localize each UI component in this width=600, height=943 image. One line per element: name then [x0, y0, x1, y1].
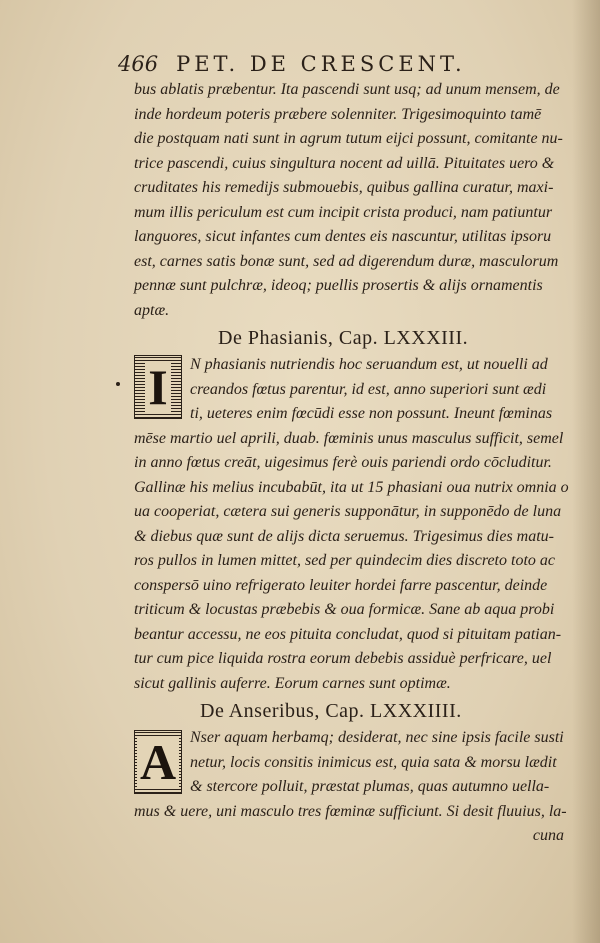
text-line: Nser aquam herbamq; desiderat, nec sine ipsis facile susti [190, 729, 564, 746]
text-line: inde hordeum poteris præbere solenniter. Trigesimoquinto tamē [134, 105, 542, 123]
text-line: & stercore polluit, præstat plumas, quas autumno uella- [190, 778, 550, 795]
text-line: sicut gallinis auferre. Eorum carnes sunt optimæ. [134, 674, 451, 692]
running-title: PET. DE CRESCENT. [176, 52, 466, 76]
text-line: mum illis periculum est cum incipit crista produci, nam patiuntur [134, 203, 553, 221]
main-text [134, 78, 574, 849]
paragraph-anseribus [134, 726, 574, 824]
text-line: ti, ueteres enim fœcūdi esse non possunt. Ineunt fœminas [190, 405, 553, 422]
decorated-initial-i [134, 355, 182, 419]
text-line: creandos fœtus parentur, id est, anno superiori sunt ædi [190, 380, 547, 398]
text-line: languores, sicut infantes cum dentes eis nascuntur, utilitas ipsoru [134, 228, 552, 245]
initial-letter: I [145, 361, 170, 413]
text-line: Gallinæ his melius incubabūt, ita ut 15 phasiani oua nutrix omnia o [134, 478, 569, 496]
page-number: 466 [118, 52, 159, 76]
text-line: est, carnes satis bonæ sunt, sed ad digerendum duræ, masculorum [134, 252, 559, 270]
text-line: pennæ sunt pulchræ, ideoq; puellis prosertis & alijs ornamentis [134, 277, 543, 294]
text-line: netur, locis consitis inimicus est, quia sata & morsu lædit [190, 753, 557, 771]
text-line: tur cum pice liquida rostra eorum debebis assiduè perfricare, uel [134, 650, 552, 667]
initial-letter: A [137, 736, 179, 788]
text-line: triticum & locustas præbebis & oua formicæ. Sane ab aqua probi [134, 601, 555, 618]
catchword: cuna [532, 827, 564, 844]
text-line: N phasianis nutriendis hoc seruandum est, ut nouelli ad [190, 356, 548, 373]
text-line: in anno fœtus creāt, uigesimus ferè ouis pariendi ordo cōcluditur. [134, 454, 552, 471]
text-line: ros pullos in lumen mittet, sed per quindecim dies discreto toto ac [134, 552, 555, 569]
text-line: beantur accessu, ne eos pituita concludat, quod si pituitam patian- [134, 625, 562, 643]
decorated-initial-a [134, 730, 182, 794]
text-line: & diebus quæ sunt de alijs dicta seruemus. Trigesimus dies matu- [134, 527, 554, 545]
text-line: conspersō uino refrigerato leuiter hordei farre pascentur, deinde [134, 576, 548, 594]
text-line: mēse martio uel aprili, duab. fœminis unus masculus sufficit, semel [134, 429, 564, 447]
text-line: cruditates his remedijs submouebis, quibus gallina curatur, maxi- [134, 179, 554, 196]
paragraph-phasianis [134, 353, 574, 696]
page-header [118, 52, 466, 76]
text-line: aptæ. [134, 301, 170, 319]
text-line: trice pascendi, cuius singultura nocent ad uillā. Pituitates uero & [134, 154, 555, 172]
text-line: bus ablatis præbentur. Ita pascendi sunt usq; ad unum mensem, de [134, 81, 560, 98]
chapter-heading-anseribus: De Anseribus, Cap. LXXXIIII. [200, 700, 462, 722]
text-line: mus & uere, uni masculo tres fœminæ sufficiunt. Si desit fluuius, la- [134, 802, 567, 820]
margin-dot [116, 382, 120, 386]
text-line: ua cooperiat, cætera sui generis supponātur, in supponēdo de luna [134, 503, 562, 520]
text-line: die postquam nati sunt in agrum tutum eijci possunt, comitante nu- [134, 130, 563, 147]
chapter-heading-phasianis: De Phasianis, Cap. LXXXIII. [218, 327, 469, 349]
